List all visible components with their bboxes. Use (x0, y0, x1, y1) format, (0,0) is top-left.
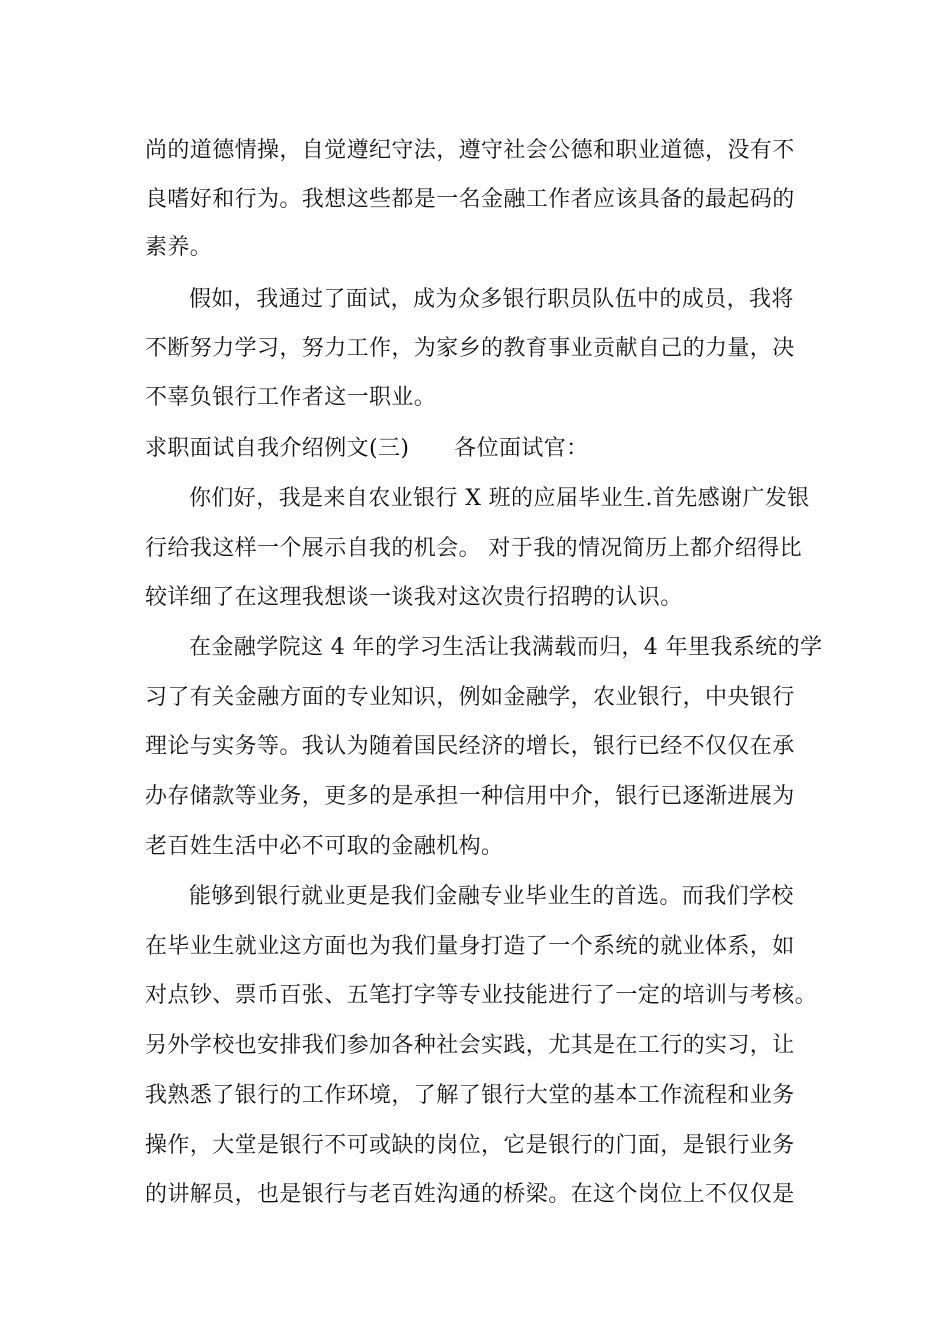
text-line: 不断努力学习，努力工作，为家乡的教育事业贡献自己的力量，决 (145, 336, 795, 361)
text-line: 另外学校也安排我们参加各种社会实践，尤其是在工行的实习，让 (145, 1033, 795, 1058)
text-line: 尚的道德情操，自觉遵纪守法，遵守社会公德和职业道德，没有不 (145, 138, 795, 163)
text-line: 我熟悉了银行的工作环境，了解了银行大堂的基本工作流程和业务 (145, 1083, 795, 1108)
paragraph-first-line: 能够到银行就业更是我们金融专业毕业生的首选。而我们学校 (189, 884, 794, 909)
paragraph-first-line: 假如，我通过了面试，成为众多银行职员队伍中的成员，我将 (189, 287, 794, 312)
text-line: 的讲解员，也是银行与老百姓沟通的桥梁。在这个岗位上不仅仅是 (145, 1182, 795, 1207)
text-line: 操作，大堂是银行不可或缺的岗位，它是银行的门面，是银行业务 (145, 1133, 795, 1158)
text-line: 理论与实务等。我认为随着国民经济的增长，银行已经不仅仅在承 (145, 734, 795, 759)
text-line: 较详细了在这理我想谈一谈我对这次贵行招聘的认识。 (145, 585, 683, 610)
text-line: 习了有关金融方面的专业知识，例如金融学，农业银行，中央银行 (145, 685, 795, 710)
text-line: 对点钞、票币百张、五笔打字等专业技能进行了一定的培训与考核。 (145, 983, 818, 1008)
text-line: 素养。 (145, 235, 213, 260)
paragraph-first-line: 你们好，我是来自农业银行 X 班的应届毕业生.首先感谢广发银 (189, 486, 810, 511)
text-line: 行给我这样一个展示自我的机会。 对于我的情况简历上都介绍得比 (145, 536, 802, 561)
text-line: 不辜负银行工作者这一职业。 (145, 385, 437, 410)
text-line: 办存储款等业务，更多的是承担一种信用中介，银行已逐渐进展为 (145, 784, 795, 809)
paragraph-first-line: 在金融学院这 4 年的学习生活让我满载而归，4 年里我系统的学 (189, 635, 823, 660)
section-heading: 求职面试自我介绍例文(三) 各位面试官： (145, 436, 589, 461)
text-line: 良嗜好和行为。我想这些都是一名金融工作者应该具备的最起码的 (145, 187, 795, 212)
text-line: 老百姓生活中必不可取的金融机构。 (145, 834, 504, 859)
text-line: 在毕业生就业这方面也为我们量身打造了一个系统的就业体系，如 (145, 934, 795, 959)
